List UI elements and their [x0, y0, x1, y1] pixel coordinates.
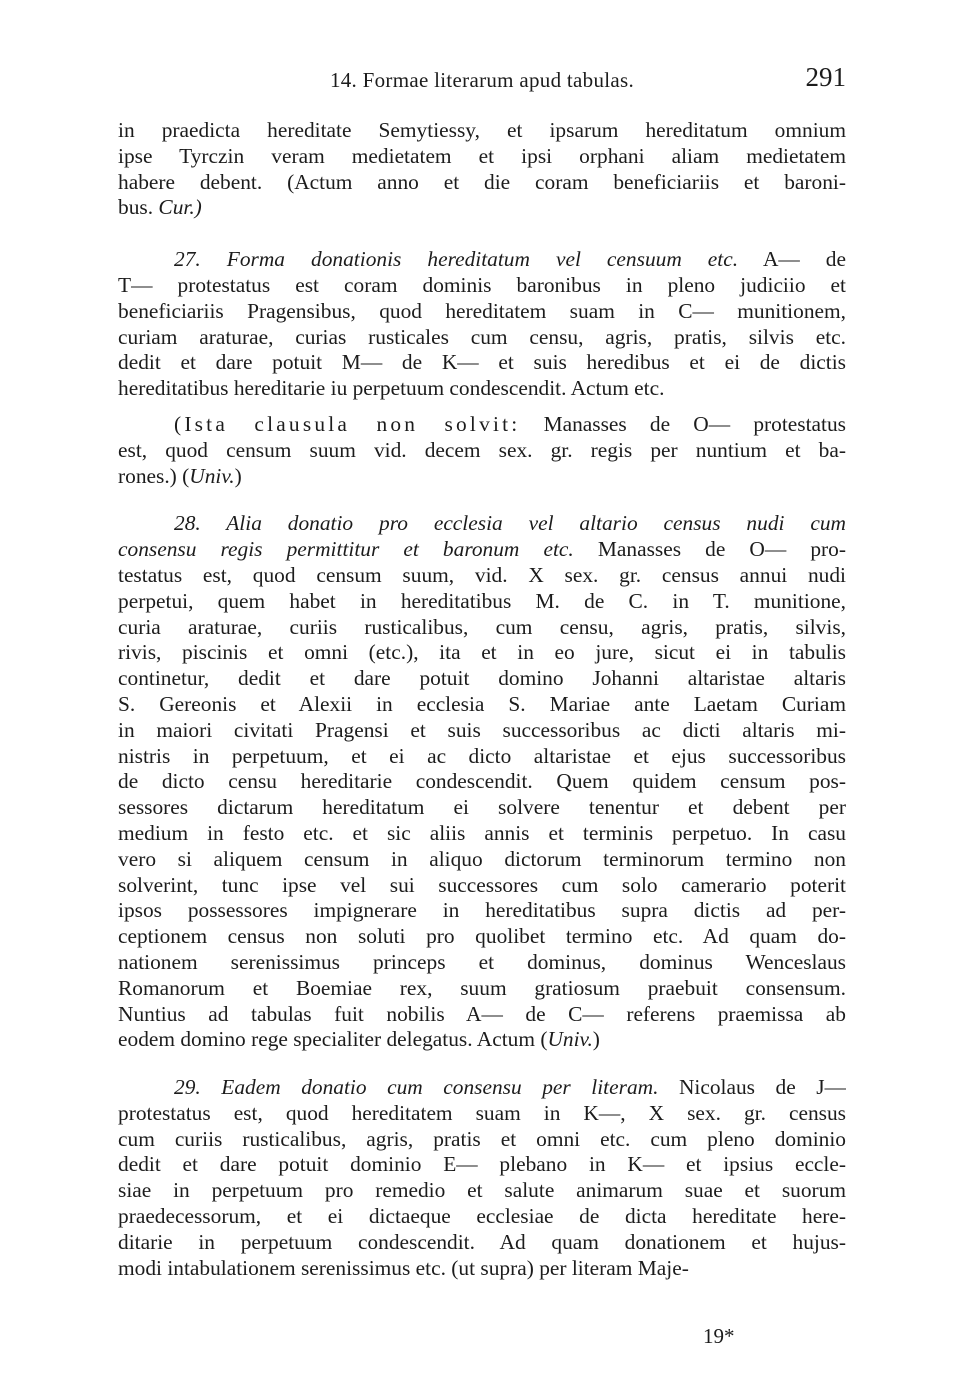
paragraph-28	[118, 511, 846, 1053]
text-segment: sessores dictarum hereditatum ei solvere tenentur et debent per	[118, 795, 846, 820]
text-segment: Nuntius ad tabulas fuit nobilis A— de C— referens praemissa ab	[118, 1001, 846, 1026]
text-segment: consensu regis permittitur et baronum etc.	[118, 537, 574, 562]
text-segment: solverint, tunc ipse vel sui successores cum solo camerario poterit	[118, 872, 846, 897]
text-segment: habere debent. (Actum anno et die coram beneficiariis et baroni-	[118, 169, 846, 194]
text-segment: rivis, piscinis et omni (etc.), ita et in eo jure, sicut ei in tabulis	[118, 640, 846, 665]
text-line	[118, 325, 846, 351]
text-segment: eodem domino rege specialiter delegatus. Actum (	[118, 1027, 548, 1052]
text-segment: Cur.)	[158, 195, 202, 220]
paragraph-clausula	[118, 412, 846, 489]
text-line	[118, 795, 846, 821]
text-segment: ditarie in perpetuum condescendit. Ad quam donationem et hujus-	[118, 1229, 846, 1254]
text-segment: modi intabulationem serenissimus etc. (ut supra) per literam Maje-	[118, 1255, 689, 1280]
text-line	[118, 666, 846, 692]
text-segment: 28. Alia donatio pro ecclesia vel altario census nudi cum	[174, 511, 846, 536]
text-segment: Romanorum et Boemiae rex, suum gratiosum praebuit consensum.	[118, 975, 846, 1000]
text-segment: A— de	[738, 247, 846, 272]
text-segment: in praedicta hereditate Semytiessy, et ipsarum hereditatum omnium	[118, 118, 846, 142]
text-line	[118, 847, 846, 873]
page-number: 291	[805, 62, 846, 92]
text-line	[118, 1178, 846, 1204]
text-line	[118, 118, 846, 144]
text-segment: cum curiis rusticalibus, agris, pratis et omni etc. cum pleno dominio	[118, 1126, 846, 1151]
text-segment: (Ista clausula non solvit:	[174, 411, 521, 436]
text-segment: est, quod censum suum vid. decem sex. gr. regis per nuntium et ba-	[118, 437, 846, 462]
signature-mark: 19*	[703, 1324, 735, 1348]
text-segment: rones.) (	[118, 463, 190, 488]
text-segment: curiam araturae, curias rusticales cum censu, agris, pratis, silvis etc.	[118, 324, 846, 349]
text-line	[118, 873, 846, 899]
text-segment: nistris in perpetuum, et ei ac dicto altaristae et ejus successoribus	[118, 743, 846, 768]
text-segment: praedecessorum, et ei dictaeque ecclesiae de dicta hereditate here-	[118, 1204, 846, 1229]
text-line	[118, 195, 846, 221]
text-segment: dedit et dare potuit M— de K— et suis heredibus et ei de dictis	[118, 350, 846, 375]
text-segment: Univ.	[547, 1027, 593, 1052]
page-body	[118, 118, 846, 1281]
text-line	[118, 350, 846, 376]
text-segment: bus.	[118, 195, 159, 220]
text-segment: continetur, dedit et dare potuit domino Johanni altaristae altaris	[118, 666, 846, 691]
text-line	[118, 1230, 846, 1256]
text-line	[118, 537, 846, 563]
text-segment: in maiori civitati Pragensi et suis successoribus ac dicti altaris mi-	[118, 717, 846, 742]
text-segment: ceptionem census non soluti pro quolibet termino etc. Ad quam do-	[118, 924, 846, 949]
text-segment: ipsos possessores impignerare in hereditatibus supra dictis ad per-	[118, 898, 846, 923]
text-line	[118, 412, 846, 438]
text-line	[118, 615, 846, 641]
text-segment: 29. Eadem donatio cum consensu per literam.	[174, 1075, 659, 1100]
text-line	[118, 769, 846, 795]
paragraph-29	[118, 1075, 846, 1281]
text-segment: T— protestatus est coram dominis baronibus in pleno judiciio et	[118, 272, 846, 297]
text-segment: beneficiariis Pragensibus, quod hereditatem suam in C— munitionem,	[118, 298, 846, 323]
text-line	[118, 744, 846, 770]
text-segment: Manasses de O— protestatus	[520, 411, 846, 436]
text-line	[118, 1002, 846, 1028]
text-line	[118, 640, 846, 666]
text-line	[118, 511, 846, 537]
text-line	[118, 589, 846, 615]
text-line	[118, 1027, 846, 1053]
text-line	[118, 1075, 846, 1101]
text-line	[118, 1127, 846, 1153]
text-segment: de dicto censu hereditarie condescendit. Quem quidem censum pos-	[118, 769, 846, 794]
text-segment: nationem serenissimus princeps et dominus, dominus Wenceslaus	[118, 949, 846, 974]
text-segment: protestatus est, quod hereditatem suam in K—, X sex. gr. census	[118, 1100, 846, 1125]
running-title: 14. Formae literarum apud tabulas.	[329, 68, 635, 92]
text-line	[118, 976, 846, 1002]
text-line	[118, 821, 846, 847]
text-line	[118, 376, 846, 402]
text-line	[118, 464, 846, 490]
text-segment: )	[592, 1027, 600, 1052]
text-segment: medium in festo etc. et sic aliis annis et terminis perpetuo. In casu	[118, 820, 846, 845]
text-line	[118, 718, 846, 744]
text-segment: 27. Forma donationis hereditatum vel censuum etc.	[174, 247, 739, 272]
text-segment: siae in perpetuum pro remedio et salute animarum suae et suorum	[118, 1178, 846, 1203]
text-segment: vero si aliquem censum in aliquo dictorum terminorum termino non	[118, 846, 846, 871]
text-line	[118, 1256, 846, 1282]
paragraph-27	[118, 247, 846, 402]
paragraph-continuation	[118, 118, 846, 221]
text-line	[118, 1101, 846, 1127]
text-line	[118, 438, 846, 464]
text-segment: dedit et dare potuit dominio E— plebano in K— et ipsius eccle-	[118, 1152, 846, 1177]
text-segment: hereditatibus hereditarie iu perpetuum condescendit. Actum etc.	[118, 376, 665, 401]
text-line	[118, 170, 846, 196]
text-line	[118, 898, 846, 924]
text-line	[118, 950, 846, 976]
text-line	[118, 692, 846, 718]
text-line	[118, 1152, 846, 1178]
text-segment: )	[234, 463, 242, 488]
text-line	[118, 299, 846, 325]
text-segment: ipse Tyrczin veram medietatem et ipsi orphani aliam medietatem	[118, 143, 846, 168]
page-header	[118, 62, 846, 96]
text-line	[118, 1204, 846, 1230]
text-segment: S. Gereonis et Alexii in ecclesia S. Mariae ante Laetam Curiam	[118, 691, 846, 716]
text-line	[118, 247, 846, 273]
text-segment: Nicolaus de J—	[658, 1075, 846, 1100]
text-segment: curia araturae, curiis rusticalibus, cum censu, agris, pratis, silvis,	[118, 614, 846, 639]
text-segment: perpetui, quem habet in hereditatibus M. de C. in T. munitione,	[118, 588, 846, 613]
text-segment: Univ.	[189, 463, 235, 488]
text-line	[118, 273, 846, 299]
text-line	[118, 563, 846, 589]
text-line	[118, 924, 846, 950]
text-segment: testatus est, quod censum suum, vid. X sex. gr. census annui nudi	[118, 562, 846, 587]
text-segment: Manasses de O— pro-	[573, 537, 846, 562]
text-line	[118, 144, 846, 170]
